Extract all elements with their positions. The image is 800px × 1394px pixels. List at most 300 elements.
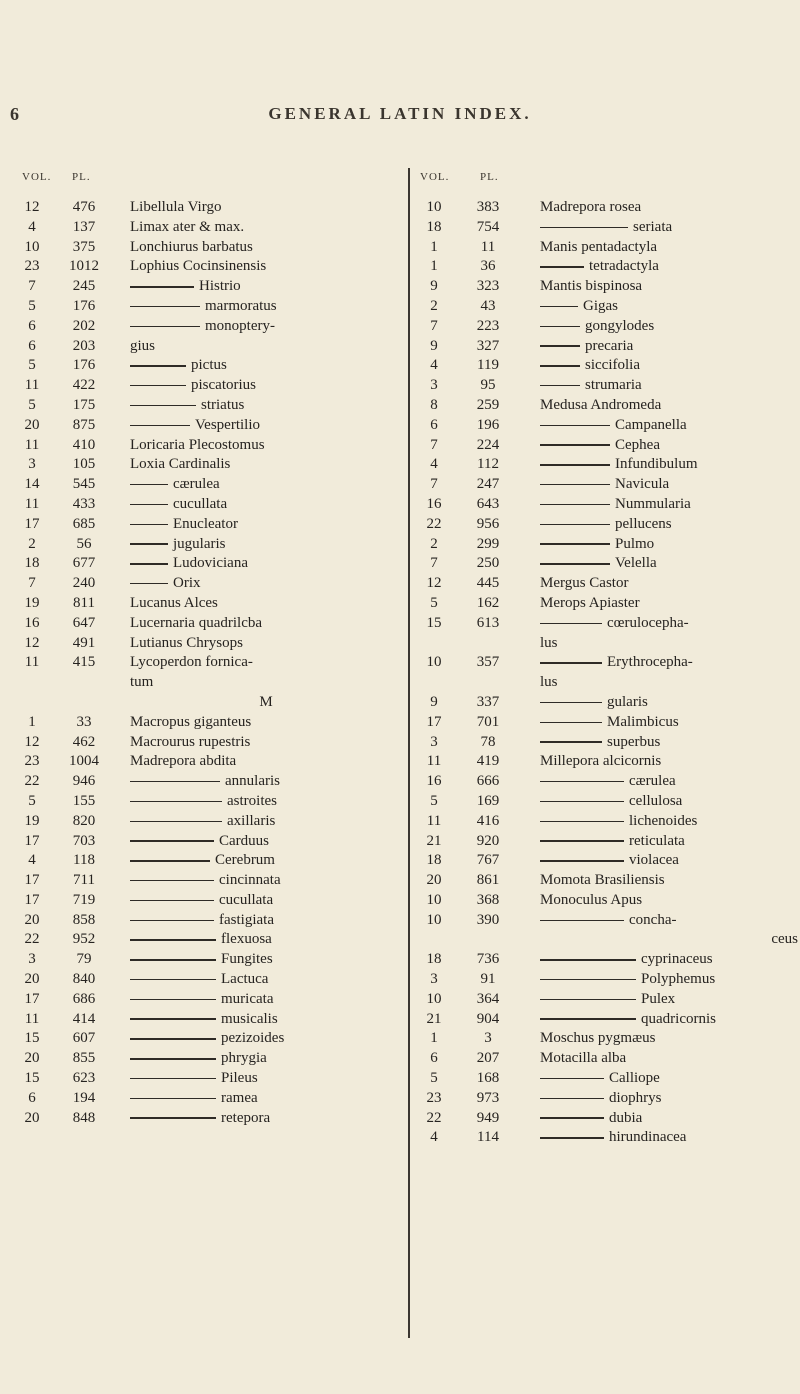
plate-number: 666 bbox=[476, 773, 500, 790]
species-name bbox=[130, 812, 402, 832]
plate-number: 247 bbox=[476, 476, 500, 493]
index-entry bbox=[0, 1029, 406, 1049]
volume-number: 18 bbox=[426, 218, 442, 235]
volume-number: 4 bbox=[430, 357, 438, 374]
ditto-dash bbox=[540, 840, 624, 842]
plate-number: 685 bbox=[72, 515, 96, 532]
volume-number: 17 bbox=[24, 990, 40, 1007]
volume-number: 10 bbox=[24, 238, 40, 255]
volume-number: 7 bbox=[430, 317, 438, 334]
ditto-dash bbox=[540, 623, 602, 625]
species-name bbox=[540, 396, 798, 416]
species-name-text: Pileus bbox=[221, 1070, 258, 1087]
species-name-text: Fungites bbox=[221, 951, 273, 968]
index-entry bbox=[0, 871, 406, 891]
volume-number: 1 bbox=[430, 238, 438, 255]
species-name bbox=[540, 475, 798, 495]
index-entry bbox=[0, 891, 406, 911]
index-entry bbox=[412, 277, 800, 297]
plate-number: 811 bbox=[73, 594, 95, 611]
index-entry bbox=[412, 693, 800, 713]
index-entry bbox=[412, 1029, 800, 1049]
index-entry bbox=[412, 376, 800, 396]
species-name bbox=[540, 1128, 798, 1148]
index-entry bbox=[412, 574, 800, 594]
volume-number: 8 bbox=[430, 396, 438, 413]
species-name bbox=[130, 673, 402, 693]
ditto-dash bbox=[540, 781, 624, 783]
plate-number: 327 bbox=[476, 337, 500, 354]
index-entry bbox=[412, 257, 800, 277]
page-number: 6 bbox=[10, 104, 19, 124]
species-name bbox=[130, 752, 402, 772]
species-name-text: gularis bbox=[607, 693, 648, 710]
ditto-dash bbox=[130, 543, 168, 545]
ditto-dash bbox=[130, 286, 194, 288]
species-name bbox=[130, 970, 402, 990]
species-name bbox=[540, 752, 798, 772]
volume-number: 6 bbox=[430, 1050, 438, 1067]
species-name-text: cucullata bbox=[219, 891, 274, 908]
species-name-text: M bbox=[259, 693, 273, 710]
ditto-dash bbox=[130, 860, 210, 862]
species-name-text: gius bbox=[130, 337, 156, 354]
volume-number: 20 bbox=[24, 1050, 40, 1067]
index-entry bbox=[0, 1109, 406, 1129]
species-name-text: Lutianus Chrysops bbox=[130, 634, 243, 651]
species-name bbox=[540, 337, 798, 357]
volume-number: 15 bbox=[24, 1030, 40, 1047]
index-entry bbox=[412, 733, 800, 753]
species-name-text: cœrulocepha- bbox=[607, 614, 689, 631]
ditto-dash bbox=[540, 662, 602, 664]
ditto-dash bbox=[130, 840, 214, 842]
index-entry bbox=[0, 554, 406, 574]
ditto-dash bbox=[130, 326, 200, 328]
index-entry bbox=[0, 614, 406, 634]
volume-number: 23 bbox=[24, 753, 40, 770]
right-vol-header: VOL. bbox=[420, 171, 450, 183]
volume-number: 17 bbox=[24, 891, 40, 908]
ditto-dash bbox=[540, 1137, 604, 1139]
species-name bbox=[540, 1029, 798, 1049]
species-name-text: cyprinaceus bbox=[641, 951, 713, 968]
index-entry bbox=[0, 475, 406, 495]
species-name bbox=[540, 950, 798, 970]
ditto-dash bbox=[130, 781, 220, 783]
species-name-text: axillaris bbox=[227, 812, 276, 829]
species-name-text: Lonchiurus barbatus bbox=[130, 238, 253, 255]
species-name bbox=[130, 198, 402, 218]
index-entry bbox=[412, 455, 800, 475]
index-entry bbox=[412, 1010, 800, 1030]
ditto-dash bbox=[130, 1117, 216, 1119]
ditto-dash bbox=[540, 741, 602, 743]
volume-number: 5 bbox=[430, 594, 438, 611]
species-name-text: Madrepora rosea bbox=[540, 199, 642, 215]
species-name bbox=[540, 733, 798, 753]
species-name bbox=[540, 713, 798, 733]
species-name bbox=[540, 535, 798, 555]
species-name-text: Momota Brasiliensis bbox=[540, 872, 665, 889]
volume-number: 11 bbox=[426, 753, 442, 770]
ditto-dash bbox=[130, 979, 216, 981]
species-name-text: Infundibulum bbox=[615, 456, 698, 473]
volume-number: 17 bbox=[426, 713, 442, 730]
species-name bbox=[540, 495, 798, 515]
index-entry bbox=[412, 317, 800, 337]
species-name-text: ceus bbox=[771, 931, 798, 948]
volume-number: 4 bbox=[430, 456, 438, 473]
species-name bbox=[130, 693, 402, 713]
volume-number: 14 bbox=[24, 476, 40, 493]
plate-number: 920 bbox=[476, 832, 500, 849]
volume-number: 11 bbox=[24, 1010, 40, 1027]
ditto-dash bbox=[130, 405, 196, 407]
species-name bbox=[540, 851, 798, 871]
species-name-text: jugularis bbox=[173, 535, 226, 552]
volume-number: 11 bbox=[24, 495, 40, 512]
species-name-text: Histrio bbox=[199, 278, 241, 295]
ditto-dash bbox=[540, 979, 636, 981]
plate-number: 36 bbox=[480, 258, 496, 275]
plate-number: 861 bbox=[476, 872, 500, 889]
index-entry bbox=[412, 772, 800, 792]
volume-number: 10 bbox=[426, 891, 442, 908]
right-index-column bbox=[412, 198, 800, 1148]
column-divider bbox=[408, 168, 410, 1338]
species-name-text: Gigas bbox=[583, 297, 618, 314]
volume-number: 10 bbox=[426, 199, 442, 215]
species-name bbox=[130, 634, 402, 654]
ditto-dash bbox=[130, 484, 168, 486]
plate-number: 613 bbox=[476, 614, 500, 631]
index-entry bbox=[412, 554, 800, 574]
index-entry bbox=[0, 317, 406, 337]
volume-number: 10 bbox=[426, 911, 442, 928]
plate-number: 410 bbox=[72, 436, 96, 453]
species-name bbox=[130, 515, 402, 535]
species-name-text: pictus bbox=[191, 357, 227, 374]
plate-number: 647 bbox=[72, 614, 96, 631]
species-name-text: Campanella bbox=[615, 416, 687, 433]
species-name-text: Cephea bbox=[615, 436, 660, 453]
volume-number: 22 bbox=[24, 931, 40, 948]
volume-number: 6 bbox=[28, 1089, 36, 1106]
species-name-text: Nummularia bbox=[615, 495, 691, 512]
index-entry bbox=[412, 218, 800, 238]
volume-number: 17 bbox=[24, 515, 40, 532]
ditto-dash bbox=[540, 920, 624, 922]
index-entry bbox=[412, 911, 800, 931]
plate-number: 607 bbox=[72, 1030, 96, 1047]
species-name bbox=[130, 930, 402, 950]
index-entry bbox=[412, 1089, 800, 1109]
species-name-text: concha- bbox=[629, 911, 677, 928]
species-name-text: Lactuca bbox=[221, 971, 269, 988]
species-name bbox=[130, 337, 402, 357]
ditto-dash bbox=[130, 920, 214, 922]
plate-number: 299 bbox=[476, 535, 500, 552]
volume-number: 23 bbox=[24, 258, 40, 275]
index-entry bbox=[412, 970, 800, 990]
species-name bbox=[540, 911, 798, 931]
plate-number: 323 bbox=[476, 278, 500, 295]
species-name bbox=[130, 1109, 402, 1129]
species-name-text: Mergus Castor bbox=[540, 575, 629, 592]
ditto-dash bbox=[540, 702, 602, 704]
species-name bbox=[130, 832, 402, 852]
plate-number: 364 bbox=[476, 990, 500, 1007]
species-name bbox=[130, 257, 402, 277]
species-name bbox=[130, 1010, 402, 1030]
volume-number: 22 bbox=[426, 515, 442, 532]
species-name-text: Lycoperdon fornica- bbox=[130, 654, 253, 671]
plate-number: 422 bbox=[72, 377, 96, 394]
plate-number: 119 bbox=[477, 357, 499, 374]
species-name bbox=[130, 495, 402, 515]
index-entry bbox=[412, 851, 800, 871]
index-entry bbox=[412, 1128, 800, 1148]
index-entry bbox=[412, 871, 800, 891]
volume-number: 7 bbox=[430, 476, 438, 493]
volume-number: 11 bbox=[24, 436, 40, 453]
species-name bbox=[540, 970, 798, 990]
index-entry bbox=[0, 198, 406, 218]
species-name-text: Malimbicus bbox=[607, 713, 679, 730]
volume-number: 22 bbox=[24, 773, 40, 790]
index-entry bbox=[412, 792, 800, 812]
plate-number: 357 bbox=[476, 654, 500, 671]
volume-number: 15 bbox=[24, 1070, 40, 1087]
volume-number: 12 bbox=[24, 199, 40, 215]
species-name-text: Macropus giganteus bbox=[130, 713, 252, 730]
ditto-dash bbox=[130, 306, 200, 308]
species-name bbox=[130, 574, 402, 594]
plate-number: 168 bbox=[476, 1070, 500, 1087]
species-name bbox=[130, 891, 402, 911]
index-entry bbox=[0, 970, 406, 990]
plate-number: 433 bbox=[72, 495, 96, 512]
species-name bbox=[130, 713, 402, 733]
species-name-text: piscatorius bbox=[191, 377, 256, 394]
index-entry bbox=[412, 238, 800, 258]
plate-number: 337 bbox=[476, 693, 500, 710]
index-entry bbox=[412, 1109, 800, 1129]
plate-number: 904 bbox=[476, 1010, 500, 1027]
index-entry bbox=[412, 950, 800, 970]
species-name bbox=[130, 317, 402, 337]
ditto-dash bbox=[540, 266, 584, 268]
volume-number: 10 bbox=[426, 654, 442, 671]
left-pl-header: PL. bbox=[72, 171, 91, 183]
ditto-dash bbox=[540, 365, 580, 367]
species-name bbox=[130, 356, 402, 376]
species-name bbox=[540, 198, 798, 218]
species-name bbox=[540, 554, 798, 574]
plate-number: 767 bbox=[476, 852, 500, 869]
species-name bbox=[540, 693, 798, 713]
species-name-text: Ludoviciana bbox=[173, 555, 248, 572]
volume-number: 3 bbox=[28, 456, 36, 473]
ditto-dash bbox=[540, 425, 610, 427]
species-name bbox=[540, 455, 798, 475]
volume-number: 11 bbox=[24, 377, 40, 394]
volume-number: 3 bbox=[430, 971, 438, 988]
ditto-dash bbox=[130, 1078, 216, 1080]
species-name-text: cærulea bbox=[173, 476, 220, 493]
plate-number: 711 bbox=[73, 872, 95, 889]
index-entry bbox=[0, 1069, 406, 1089]
index-entry bbox=[412, 337, 800, 357]
species-name bbox=[130, 436, 402, 456]
species-name-text: cellulosa bbox=[629, 792, 683, 809]
volume-number: 6 bbox=[28, 317, 36, 334]
plate-number: 462 bbox=[72, 733, 96, 750]
volume-number: 22 bbox=[426, 1109, 442, 1126]
plate-number: 545 bbox=[72, 476, 96, 493]
volume-number: 17 bbox=[24, 832, 40, 849]
plate-number: 956 bbox=[476, 515, 500, 532]
species-name-text: monoptery- bbox=[205, 317, 275, 334]
species-name bbox=[130, 772, 402, 792]
species-name-text: muricata bbox=[221, 990, 274, 1007]
species-name-text: tum bbox=[130, 674, 154, 691]
volume-number: 20 bbox=[24, 416, 40, 433]
species-name-text: gongylodes bbox=[585, 317, 655, 334]
species-name bbox=[540, 792, 798, 812]
species-name-text: Lucanus Alces bbox=[130, 594, 218, 611]
species-name bbox=[130, 990, 402, 1010]
plate-number: 383 bbox=[476, 199, 500, 215]
ditto-dash bbox=[540, 444, 610, 446]
index-entry bbox=[0, 257, 406, 277]
species-name-text: diophrys bbox=[609, 1089, 662, 1106]
index-entry bbox=[0, 376, 406, 396]
species-name-text: hirundinacea bbox=[609, 1129, 687, 1146]
species-name-text: Polyphemus bbox=[641, 971, 716, 988]
plate-number: 43 bbox=[480, 297, 496, 314]
index-entry bbox=[412, 396, 800, 416]
species-name-text: Millepora alcicornis bbox=[540, 753, 662, 770]
index-entry bbox=[412, 713, 800, 733]
ditto-dash bbox=[130, 425, 190, 427]
species-name bbox=[540, 436, 798, 456]
volume-number: 3 bbox=[430, 377, 438, 394]
volume-number: 9 bbox=[430, 337, 438, 354]
plate-number: 176 bbox=[72, 297, 96, 314]
species-name-text: Pulex bbox=[641, 990, 676, 1007]
index-entry bbox=[412, 436, 800, 456]
plate-number: 250 bbox=[476, 555, 500, 572]
volume-number: 12 bbox=[24, 634, 40, 651]
volume-number: 7 bbox=[28, 575, 36, 592]
left-index-column bbox=[0, 198, 406, 1128]
species-name-text: ramea bbox=[221, 1089, 258, 1106]
index-entry bbox=[412, 930, 800, 950]
species-name bbox=[130, 792, 402, 812]
species-name-text: phrygia bbox=[221, 1050, 267, 1067]
index-entry bbox=[0, 832, 406, 852]
species-name bbox=[130, 238, 402, 258]
species-name-text: Limax ater & max. bbox=[130, 218, 245, 235]
index-entry bbox=[0, 238, 406, 258]
ditto-dash bbox=[130, 900, 214, 902]
plate-number: 114 bbox=[477, 1129, 499, 1146]
volume-number: 6 bbox=[28, 337, 36, 354]
volume-number: 11 bbox=[24, 654, 40, 671]
index-entry bbox=[412, 891, 800, 911]
index-entry bbox=[412, 653, 800, 673]
species-name-text: marmoratus bbox=[205, 297, 277, 314]
species-name bbox=[540, 574, 798, 594]
volume-number: 15 bbox=[426, 614, 442, 631]
species-name-text: Manis pentadactyla bbox=[540, 238, 658, 255]
species-name-text: lichenoides bbox=[629, 812, 698, 829]
index-entry bbox=[0, 733, 406, 753]
plate-number: 118 bbox=[73, 852, 95, 869]
index-entry bbox=[412, 515, 800, 535]
plate-number: 105 bbox=[72, 456, 96, 473]
plate-number: 419 bbox=[476, 753, 500, 770]
volume-number: 7 bbox=[28, 278, 36, 295]
index-entry bbox=[0, 950, 406, 970]
index-entry bbox=[0, 990, 406, 1010]
ditto-dash bbox=[540, 821, 624, 823]
index-entry bbox=[0, 792, 406, 812]
plate-number: 112 bbox=[477, 456, 499, 473]
species-name-text: Loricaria Plecostomus bbox=[130, 436, 265, 453]
species-name bbox=[130, 396, 402, 416]
species-name bbox=[540, 1010, 798, 1030]
ditto-dash bbox=[130, 365, 186, 367]
species-name-text: Merops Apiaster bbox=[540, 594, 640, 611]
species-name-text: dubia bbox=[609, 1109, 643, 1126]
plate-number: 686 bbox=[72, 990, 96, 1007]
index-entry bbox=[412, 416, 800, 436]
species-name bbox=[540, 515, 798, 535]
volume-number: 2 bbox=[430, 535, 438, 552]
plate-number: 203 bbox=[72, 337, 96, 354]
species-name-text: lus bbox=[540, 634, 558, 651]
species-name bbox=[540, 297, 798, 317]
plate-number: 703 bbox=[72, 832, 96, 849]
index-entry bbox=[0, 1049, 406, 1069]
plate-number: 719 bbox=[72, 891, 96, 908]
plate-number: 875 bbox=[72, 416, 96, 433]
plate-number: 224 bbox=[476, 436, 500, 453]
species-name bbox=[540, 634, 798, 654]
species-name-text: pezizoides bbox=[221, 1030, 285, 1047]
plate-number: 176 bbox=[72, 357, 96, 374]
plate-number: 736 bbox=[476, 951, 500, 968]
plate-number: 368 bbox=[476, 891, 500, 908]
plate-number: 137 bbox=[72, 218, 96, 235]
plate-number: 949 bbox=[476, 1109, 500, 1126]
index-entry bbox=[0, 297, 406, 317]
species-name bbox=[540, 1109, 798, 1129]
plate-number: 416 bbox=[476, 812, 500, 829]
ditto-dash bbox=[540, 504, 610, 506]
plate-number: 415 bbox=[72, 654, 96, 671]
plate-number: 445 bbox=[476, 575, 500, 592]
index-entry bbox=[412, 832, 800, 852]
ditto-dash bbox=[130, 583, 168, 585]
volume-number: 12 bbox=[24, 733, 40, 750]
index-entry bbox=[412, 752, 800, 772]
volume-number: 19 bbox=[24, 594, 40, 611]
plate-number: 33 bbox=[76, 713, 92, 730]
